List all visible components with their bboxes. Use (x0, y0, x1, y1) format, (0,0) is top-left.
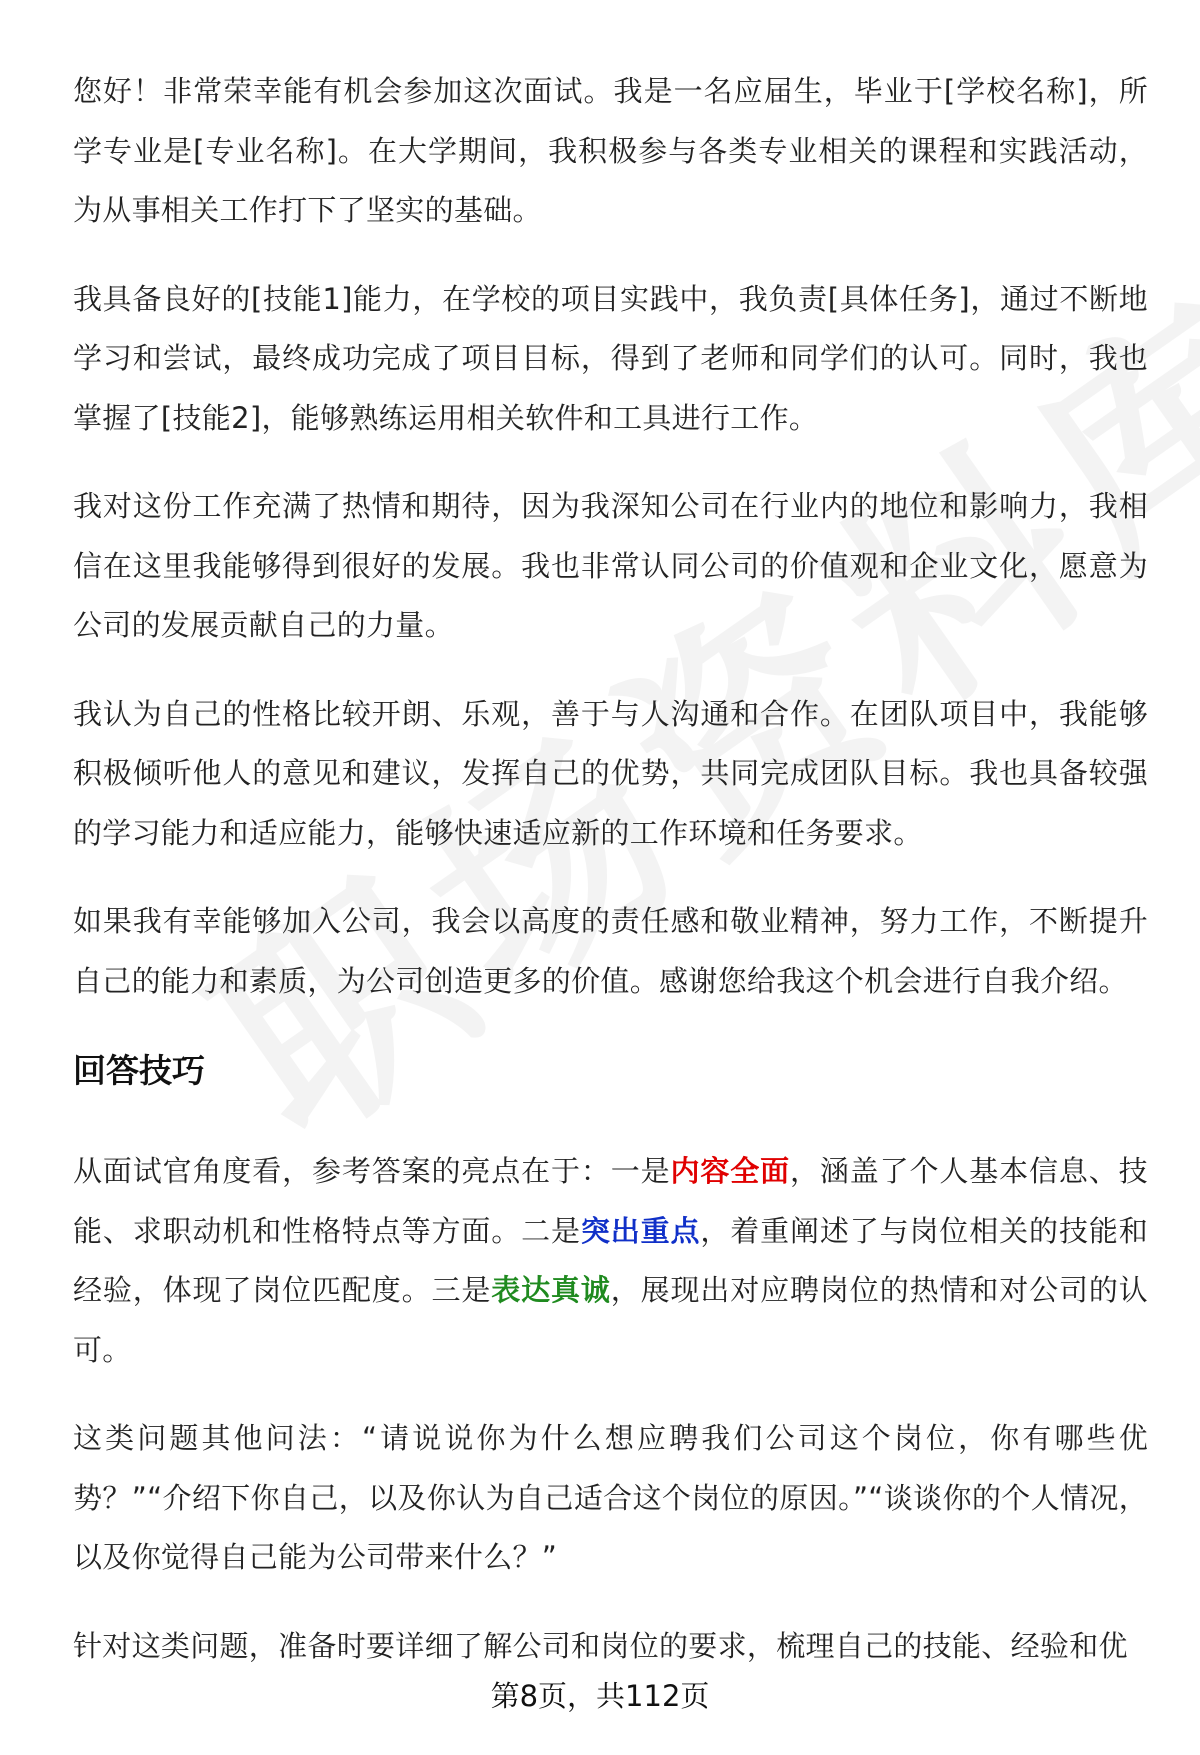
section-heading: 回答技巧 (73, 1051, 205, 1090)
page-content (73, 62, 1148, 1705)
paragraph-preparation: 针对这类问题，准备时要详细了解公司和岗位的要求，梳理自己的技能、经验和优 (73, 1628, 1128, 1663)
tips-text-3: ，着重阐述了与岗位相关的技能和经验，体现了岗位匹配度。三是 (73, 1213, 1148, 1307)
highlight-sincere: 表达真诚 (491, 1273, 611, 1307)
highlight-focus: 突出重点 (580, 1213, 701, 1248)
highlight-comprehensive: 内容全面 (670, 1154, 791, 1188)
tips-text-4: ，展现出对应聘岗位的热情和对公司的认可。 (73, 1273, 1149, 1367)
paragraph-intro: 您好！非常荣幸能有机会参加这次面试。我是一名应届生，毕业于[学校名称]，所学专业是[专业名称]。在大学期间，我积极参与各类专业相关的课程和实践活动，为从事相关工作打下了坚实的基础。 (73, 74, 1148, 227)
paragraph-closing: 如果我有幸能够加入公司，我会以高度的责任感和敬业精神，努力工作，不断提升自己的能力和素质，为公司创造更多的价值。感谢您给我这个机会进行自我介绍。 (73, 904, 1148, 998)
paragraph-personality: 我认为自己的性格比较开朗、乐观，善于与人沟通和合作。在团队项目中，我能够积极倾听他人的意见和建议，发挥自己的优势，共同完成团队目标。我也具备较强的学习能力和适应能力，能够快速适应新的工作环境和任务要求。 (73, 696, 1148, 850)
paragraph-tips (73, 1142, 1148, 1380)
paragraph-motivation: 我对这份工作充满了热情和期待，因为我深知公司在行业内的地位和影响力，我相信在这里我能够得到很好的发展。我也非常认同公司的价值观和企业文化，愿意为公司的发展贡献自己的力量。 (73, 489, 1148, 642)
paragraph-other-questions: 这类问题其他问法：“请说说你为什么想应聘我们公司这个岗位，你有哪些优势？”“介绍下你自己，以及你认为自己适合这个岗位的原因。”“谈谈你的个人情况，以及你觉得自己能为公司带来什么？” (73, 1421, 1148, 1574)
tips-text-1: 从面试官角度看，参考答案的亮点在于：一是 (73, 1154, 671, 1188)
tips-text-2: ，涵盖了个人基本信息、技能、求职动机和性格特点等方面。二是 (73, 1154, 1148, 1248)
paragraph-skills: 我具备良好的[技能1]能力，在学校的项目实践中，我负责[具体任务]，通过不断地学习和尝试，最终成功完成了项目目标，得到了老师和同学们的认可。同时，我也掌握了[技能2]，能够熟练运用相关软件和工具进行工作。 (73, 281, 1148, 435)
page-number: 第8页，共112页 (490, 1679, 710, 1713)
